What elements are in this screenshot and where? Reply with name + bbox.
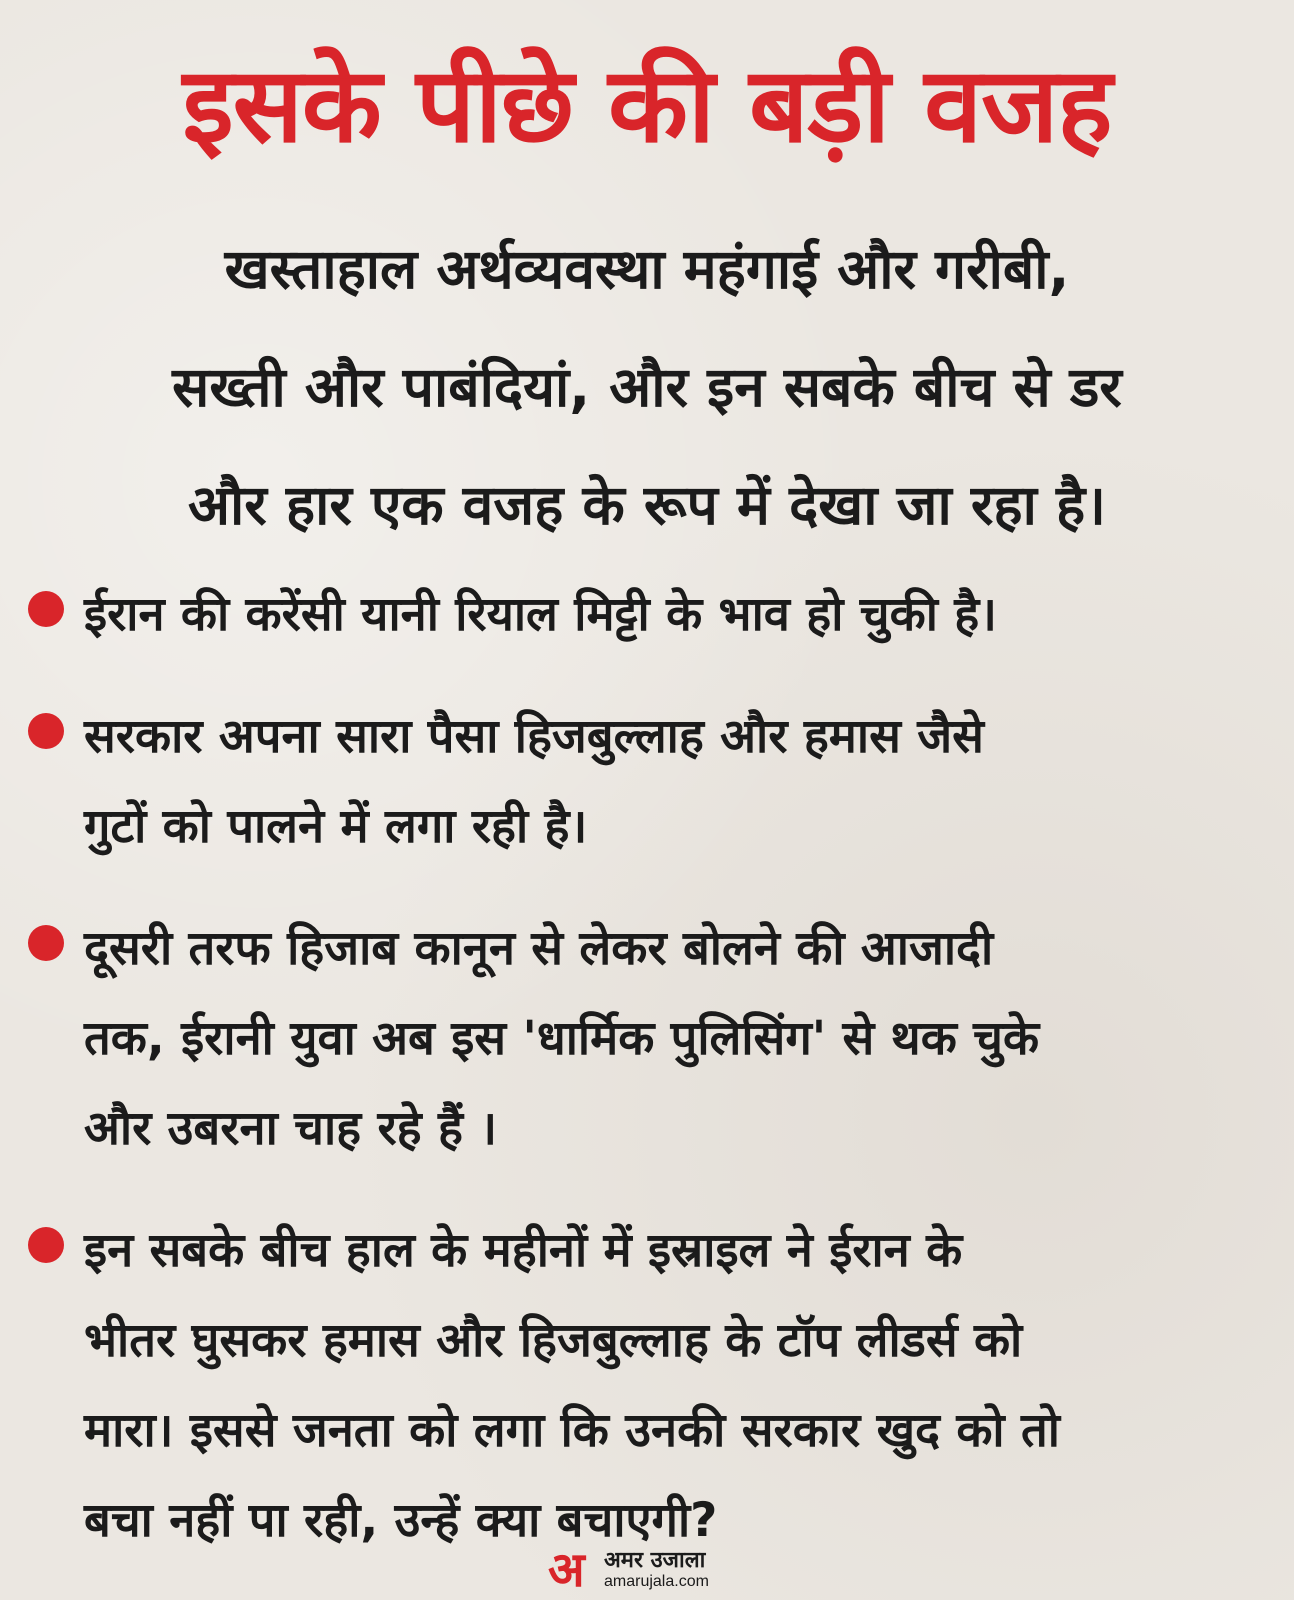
- logo-name: अमर उजाला: [604, 1548, 706, 1573]
- bullet-text: [84, 1206, 1264, 1566]
- bullet-item: [28, 692, 1264, 872]
- intro-paragraph: [20, 210, 1274, 564]
- bullet-dot-icon: [28, 1227, 64, 1263]
- bullet-dot-icon: [28, 591, 64, 627]
- bullet-item: [28, 1206, 1264, 1566]
- bullet-line: बचा नहीं पा रही, उन्हें क्या बचाएगी?: [84, 1493, 718, 1548]
- bullet-line: और उबरना चाह रहे हैं ।: [84, 1101, 498, 1156]
- logo-mark-icon: अ: [548, 1542, 585, 1598]
- intro-line: सख्ती और पाबंदियां, और इन सबके बीच से डर: [172, 355, 1122, 419]
- bullet-text: [84, 904, 1264, 1174]
- bullet-line: सरकार अपना सारा पैसा हिजबुल्लाह और हमास जैसे: [84, 709, 984, 764]
- bullet-list: [28, 570, 1264, 1598]
- logo-site: amarujala.com: [604, 1573, 709, 1590]
- amar-ujala-logo: [548, 1542, 738, 1598]
- bullet-line: दूसरी तरफ हिजाब कानून से लेकर बोलने की आजादी: [84, 921, 994, 976]
- intro-line: और हार एक वजह के रूप में देखा जा रहा है।: [187, 473, 1107, 537]
- bullet-dot-icon: [28, 713, 64, 749]
- bullet-line: इन सबके बीच हाल के महीनों में इस्राइल ने ईरान के: [84, 1223, 963, 1278]
- bullet-line: गुटों को पालने में लगा रही है।: [84, 799, 588, 854]
- bullet-text: [84, 570, 1264, 660]
- bullet-line: भीतर घुसकर हमास और हिजबुल्लाह के टॉप लीडर्स को: [84, 1313, 1023, 1368]
- bullet-line: ईरान की करेंसी यानी रियाल मिट्टी के भाव हो चुकी है।: [84, 587, 997, 642]
- bullet-item: [28, 570, 1264, 660]
- bullet-text: [84, 692, 1264, 872]
- bullet-line: तक, ईरानी युवा अब इस 'धार्मिक पुलिसिंग' से थक चुके: [84, 1011, 1040, 1066]
- headline: इसके पीछे की बड़ी वजह: [182, 44, 1112, 166]
- bullet-line: मारा। इससे जनता को लगा कि उनकी सरकार खुद को तो: [84, 1403, 1060, 1458]
- intro-line: खस्ताहाल अर्थव्यवस्था महंगाई और गरीबी,: [224, 237, 1070, 301]
- bullet-item: [28, 904, 1264, 1174]
- bullet-dot-icon: [28, 925, 64, 961]
